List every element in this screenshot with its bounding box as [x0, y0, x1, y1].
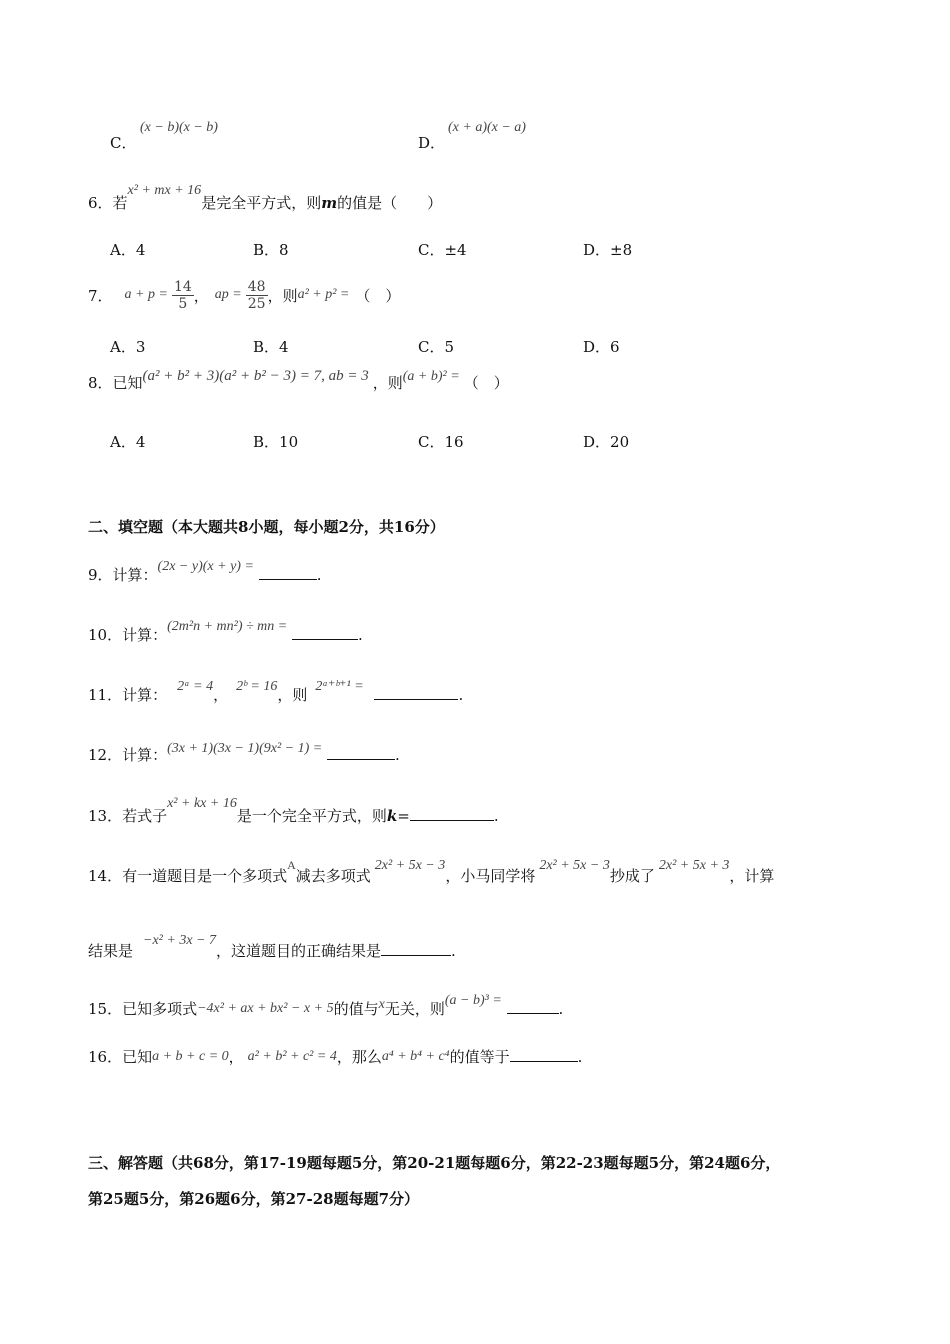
q5-option-d-label: D． [418, 134, 446, 152]
q14-t4: ，计算 [729, 867, 775, 885]
q14-answer-blank[interactable] [381, 941, 451, 956]
q12-expr: (3x + 1)(3x − 1)(9x² − 1) = [167, 741, 323, 756]
q7-eq1-fraction [172, 279, 194, 312]
q14-e2: 2x² + 5x − 3 [539, 858, 610, 873]
q6-option-c: C．±4 [418, 241, 467, 259]
q11-label: 11．计算： [88, 686, 168, 704]
q11-answer-blank[interactable] [374, 685, 458, 700]
q8-text: ，则 [372, 374, 403, 392]
q15-expr2: (a − b)³ = [444, 993, 502, 1008]
q8-option-a: A．4 [110, 433, 146, 451]
q8-option-d: D．20 [583, 433, 630, 451]
q13-var: k [386, 807, 398, 825]
q11-expr1: 2ᵃ = 4 [177, 679, 214, 694]
q7-eq1-numerator: 14 [173, 278, 192, 295]
q7-separator: ， [193, 286, 209, 305]
q7-eq1-left: a + p = [124, 287, 168, 302]
q16-t2: 的值等于 [449, 1048, 510, 1066]
q5-option-c-label: C． [110, 134, 137, 152]
q10-end: . [358, 626, 363, 644]
q11 [88, 679, 464, 705]
q11-sep: ， [213, 686, 229, 704]
q6-text2: 的值是（ ） [337, 194, 443, 212]
q7-option-c: C．5 [418, 338, 455, 356]
q12-answer-blank[interactable] [327, 745, 395, 760]
q14-line2-b: ，这道题目的正确结果是 [215, 942, 381, 960]
q8-number: 8．已知 [88, 374, 143, 392]
q7-expr: a² + p² = [297, 287, 350, 302]
q15-t1: 的值与 [333, 1000, 379, 1018]
q7-option-a: A．3 [110, 338, 146, 356]
q15-label: 15．已知多项式 [88, 1000, 198, 1018]
q6-stem [88, 183, 443, 213]
q15-t2: 无关，则 [384, 1000, 445, 1018]
q14-line2-a: 结果是 [88, 942, 134, 960]
q9-label: 9．计算： [88, 566, 158, 584]
q5-option-d-expr: (x + a)(x − a) [448, 120, 526, 135]
q11-text: ，则 [277, 686, 308, 704]
q7-option-d: D．6 [583, 338, 620, 356]
q7-eq2-left: ap = [214, 287, 242, 302]
q11-expr2: 2ᵇ = 16 [236, 679, 278, 694]
q10 [88, 619, 363, 645]
q14-line-2 [88, 933, 456, 961]
q7-eq2-denominator: 25 [247, 295, 266, 312]
q14-e1: 2x² + 5x − 3 [374, 858, 446, 873]
q7-text: ，则 [267, 286, 298, 305]
q13-expr: x² + kx + 16 [167, 796, 237, 811]
q6-var: m [321, 194, 338, 212]
q7-eq1-denominator: 5 [178, 295, 188, 312]
q8-expr: (a² + b² + 3)(a² + b² − 3) = 7, ab = 3 [142, 368, 369, 384]
q8-option-c: C．16 [418, 433, 464, 451]
q14-var-a: A [287, 858, 296, 872]
q13-text: 是一个完全平方式，则 [236, 807, 387, 825]
section-2-title: 二、填空题（本大题共8小题，每小题2分，共16分） [88, 518, 445, 536]
q14-line-1 [88, 858, 775, 886]
q13-end: . [493, 807, 499, 825]
q13-label: 13．若式子 [88, 807, 168, 825]
q16-sep: ， [228, 1048, 244, 1066]
q14-end: . [451, 942, 456, 960]
q9-answer-blank[interactable] [259, 565, 317, 580]
q13 [88, 796, 499, 826]
q10-answer-blank[interactable] [292, 625, 358, 640]
q12-end: . [394, 746, 400, 764]
q12 [88, 741, 400, 765]
q9-expr: (2x − y)(x + y) = [157, 559, 254, 574]
q13-answer-blank[interactable] [410, 806, 494, 821]
q6-number: 6．若 [88, 194, 128, 212]
q8-option-b: B．10 [253, 433, 299, 451]
q16-t1: ，那么 [336, 1048, 382, 1066]
q11-end: . [458, 686, 464, 704]
q15-end: . [558, 1000, 564, 1018]
q13-eq: = [397, 807, 410, 825]
q6-option-a: A．4 [110, 241, 146, 259]
q15 [88, 993, 564, 1019]
q9 [88, 559, 322, 585]
q8-paren: （ ） [463, 374, 509, 392]
q6-text: 是完全平方式，则 [201, 194, 322, 212]
q16-answer-blank[interactable] [510, 1047, 578, 1062]
q14-label: 14．有一道题目是一个多项式 [88, 867, 288, 885]
q7-eq2-fraction [246, 279, 268, 312]
q5-option-c-expr: (x − b)(x − b) [140, 120, 218, 135]
q16-label: 16．已知 [88, 1048, 153, 1066]
q10-label: 10．计算： [88, 626, 168, 644]
q14-e4: −x² + 3x − 7 [143, 933, 216, 948]
q16-e2: a² + b² + c² = 4 [247, 1049, 337, 1064]
q7-paren: （ ） [355, 286, 401, 305]
section-3-title-line-1: 三、解答题（共68分，第17-19题每题5分，第20-21题每题6分，第22-23题每题5分，第24题6分， [88, 1154, 781, 1172]
q9-end: . [316, 566, 322, 584]
q14-e3: 2x² + 5x + 3 [658, 858, 730, 873]
q8-stem [88, 368, 509, 393]
q14-t1: 减去多项式 [295, 867, 371, 885]
q6-option-d: D．±8 [583, 241, 633, 259]
q11-expr3: 2ᵃ⁺ᵇ⁺¹ = [315, 679, 364, 694]
q16 [88, 1046, 582, 1067]
q7-stem [88, 270, 400, 320]
q16-e1: a + b + c = 0 [152, 1049, 229, 1064]
q10-expr: (2m²n + mn²) ÷ mn = [167, 619, 288, 634]
q15-expr: −4x² + ax + bx² − x + 5 [197, 1001, 334, 1016]
q15-answer-blank[interactable] [507, 999, 559, 1014]
q7-option-b: B．4 [253, 338, 289, 356]
section-3-title-line-2: 第25题5分，第26题6分，第27-28题每题7分） [88, 1190, 420, 1208]
q15-var: x [378, 997, 385, 1012]
q7-number: 7． [88, 286, 113, 305]
q14-t3: 抄成了 [609, 867, 655, 885]
q6-option-b: B．8 [253, 241, 289, 259]
q16-e3: a⁴ + b⁴ + c⁴ [381, 1049, 450, 1064]
q12-label: 12．计算： [88, 746, 168, 764]
q6-expr: x² + mx + 16 [127, 183, 202, 198]
q16-end: . [577, 1048, 583, 1066]
q7-eq2-numerator: 48 [247, 278, 266, 295]
q8-expr2: (a + b)² = [402, 368, 460, 384]
q14-t2: ，小马同学将 [445, 867, 536, 885]
